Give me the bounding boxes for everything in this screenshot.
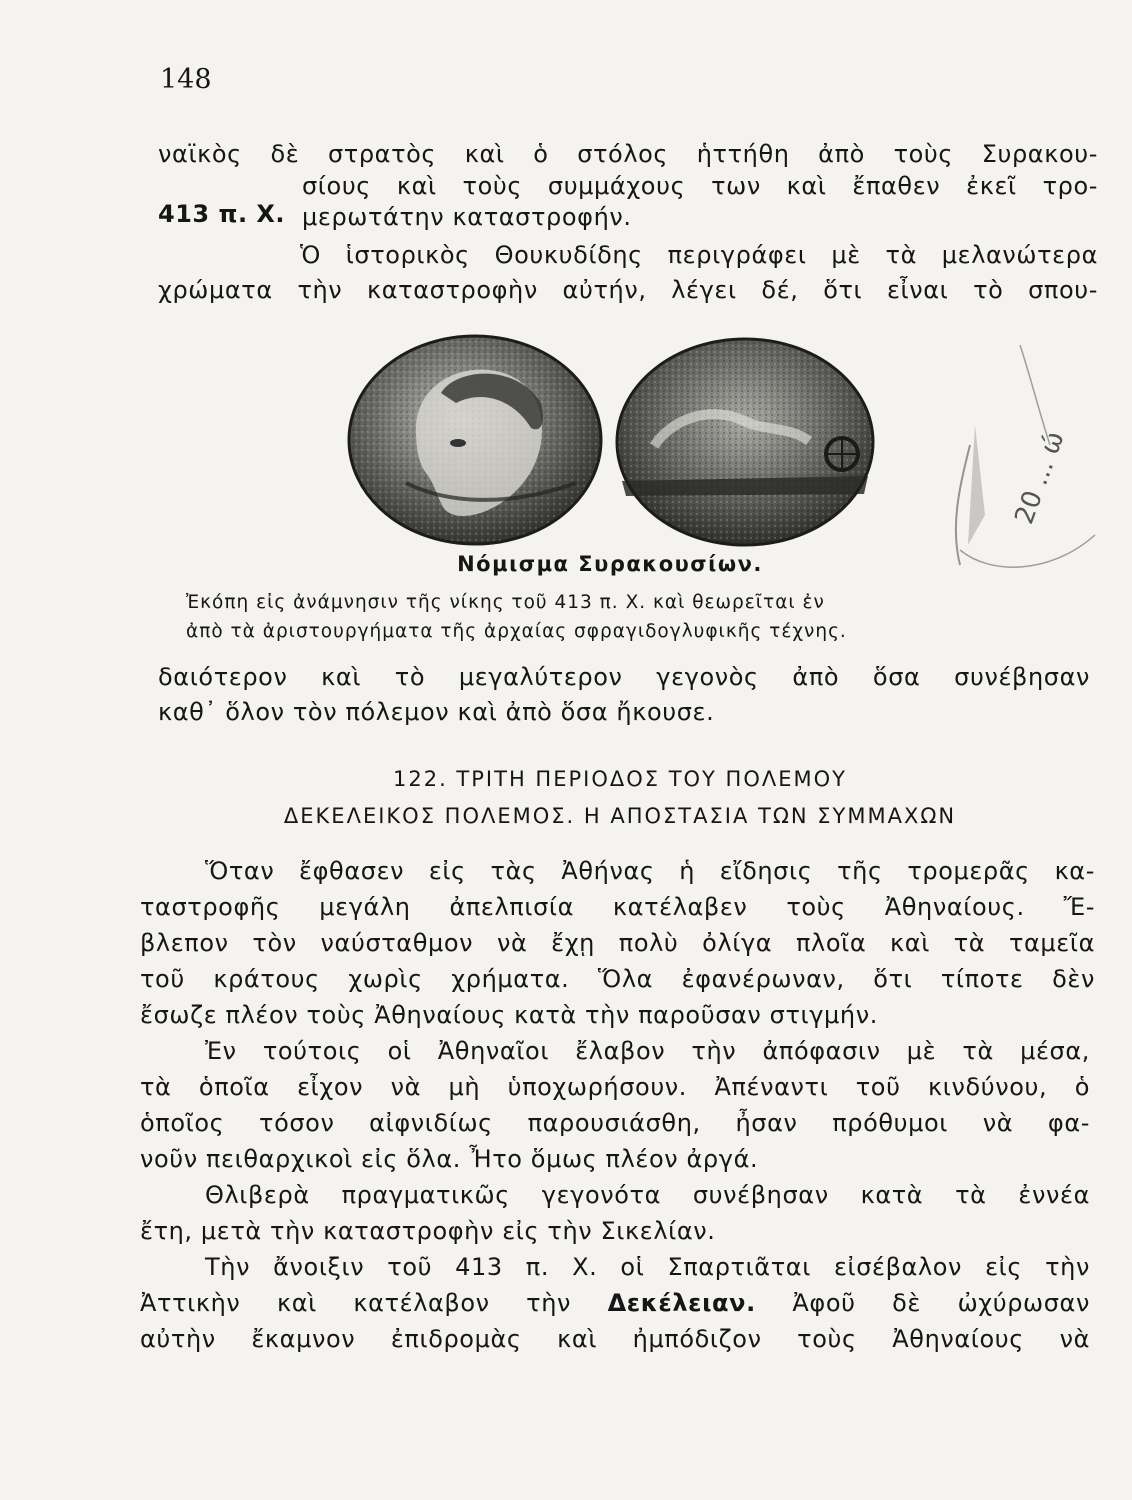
text-line: Τὴν ἄνοιξιν τοῦ 413 π. Χ. οἱ Σπαρτιᾶται εἰσέβαλον εἰς τὴν — [205, 1253, 1090, 1281]
text-line: σίους καὶ τοὺς συμμάχους των καὶ ἔπαθεν ἐκεῖ τρο- — [302, 172, 1098, 200]
text-line: χρώματα τὴν καταστροφὴν αὐτήν, λέγει δέ, ὅτι εἶναι τὸ σπου- — [158, 276, 1098, 304]
text-span: Ἀττικὴν καὶ κατέλαβον τὴν — [140, 1289, 608, 1317]
margin-date-note: 413 π. Χ. — [158, 200, 286, 228]
figure-caption-line: ἀπὸ τὰ ἀριστουργήματα τῆς ἀρχαίας σφραγιδογλυφικῆς τέχνης. — [186, 621, 847, 642]
section-subheading: ΔΕΚΕΛΕΙΚΟΣ ΠΟΛΕΜΟΣ. Η ΑΠΟΣΤΑΣΙΑ ΤΩΝ ΣΥΜΜΑΧΩΝ — [283, 804, 957, 828]
coin-reverse-image — [614, 336, 876, 548]
text-line: Ὅταν ἔφθασεν εἰς τὰς Ἀθήνας ἡ εἴδησις τῆς τρομερᾶς κα- — [205, 857, 1095, 885]
text-line: ἔσωζε πλέον τοὺς Ἀθηναίους κατὰ τὴν παροῦσαν στιγμήν. — [140, 1001, 878, 1029]
bold-term-dekeleia: Δεκέλειαν. — [607, 1289, 756, 1317]
text-span: Ἀφοῦ δὲ ὠχύρωσαν — [755, 1289, 1090, 1317]
text-line: Ὁ ἱστορικὸς Θουκυδίδης περιγράφει μὲ τὰ μελανώτερα — [300, 241, 1098, 269]
text-line: νοῦν πειθαρχικοὶ εἰς ὅλα. Ἦτο ὅμως πλέον ἀργά. — [140, 1145, 759, 1173]
text-line: βλεπον τὸν ναύσταθμον νὰ ἔχῃ πολὺ ὀλίγα πλοῖα καὶ τὰ ταμεῖα — [140, 929, 1095, 957]
figure-caption-line: Ἐκόπη εἰς ἀνάμνησιν τῆς νίκης τοῦ 413 π. Χ. καὶ θεωρεῖται ἐν — [186, 592, 825, 613]
text-line: Ἐν τούτοις οἱ Ἀθηναῖοι ἔλαβον τὴν ἀπόφασιν μὲ τὰ μέσα, — [205, 1037, 1090, 1065]
coin-obverse-image — [346, 333, 604, 548]
text-line: δαιότερον καὶ τὸ μεγαλύτερον γεγονὸς ἀπὸ ὅσα συνέβησαν — [158, 663, 1090, 691]
text-line: ὁποῖος τόσον αἰφνιδίως παρουσιάσθη, ἦσαν πρόθυμοι νὰ φα- — [140, 1109, 1090, 1137]
text-line: ταστροφῆς μεγάλη ἀπελπισία κατέλαβεν τοὺς Ἀθηναίους. Ἔ- — [140, 893, 1095, 921]
text-line: τοῦ κράτους χωρὶς χρήματα. Ὅλα ἐφανέρωναν, ὅτι τίποτε δὲν — [140, 965, 1095, 993]
text-line: αὐτὴν ἔκαμνον ἐπιδρομὰς καὶ ἠμπόδιζον τοὺς Ἀθηναίους νὰ — [140, 1325, 1090, 1353]
text-line: τὰ ὁποῖα εἶχον νὰ μὴ ὑποχωρήσουν. Ἀπέναντι τοῦ κινδύνου, ὁ — [140, 1073, 1090, 1101]
text-line: ναϊκὸς δὲ στρατὸς καὶ ὁ στόλος ἡττήθη ἀπὸ τοὺς Συρακου- — [158, 140, 1098, 168]
section-heading: 122. ΤΡΙΤΗ ΠΕΡΙΟΔΟΣ ΤΟΥ ΠΟΛΕΜΟΥ — [393, 767, 847, 791]
page-number: 148 — [160, 64, 212, 95]
pencil-scribble-image — [930, 335, 1120, 595]
figure-title: Νόμισμα Συρακουσίων. — [457, 552, 763, 576]
text-line — [140, 1289, 1090, 1317]
svg-text:20 ... ώ: 20 ... ώ — [1009, 427, 1071, 529]
text-line: μερωτάτην καταστροφήν. — [302, 203, 632, 231]
text-line: Θλιβερὰ πραγματικῶς γεγονότα συνέβησαν κατὰ τὰ ἐννέα — [205, 1181, 1090, 1209]
text-line: καθ᾽ ὅλον τὸν πόλεμον καὶ ἀπὸ ὅσα ἤκουσε. — [158, 698, 715, 726]
text-line: ἔτη, μετὰ τὴν καταστροφὴν εἰς τὴν Σικελίαν. — [140, 1217, 716, 1245]
